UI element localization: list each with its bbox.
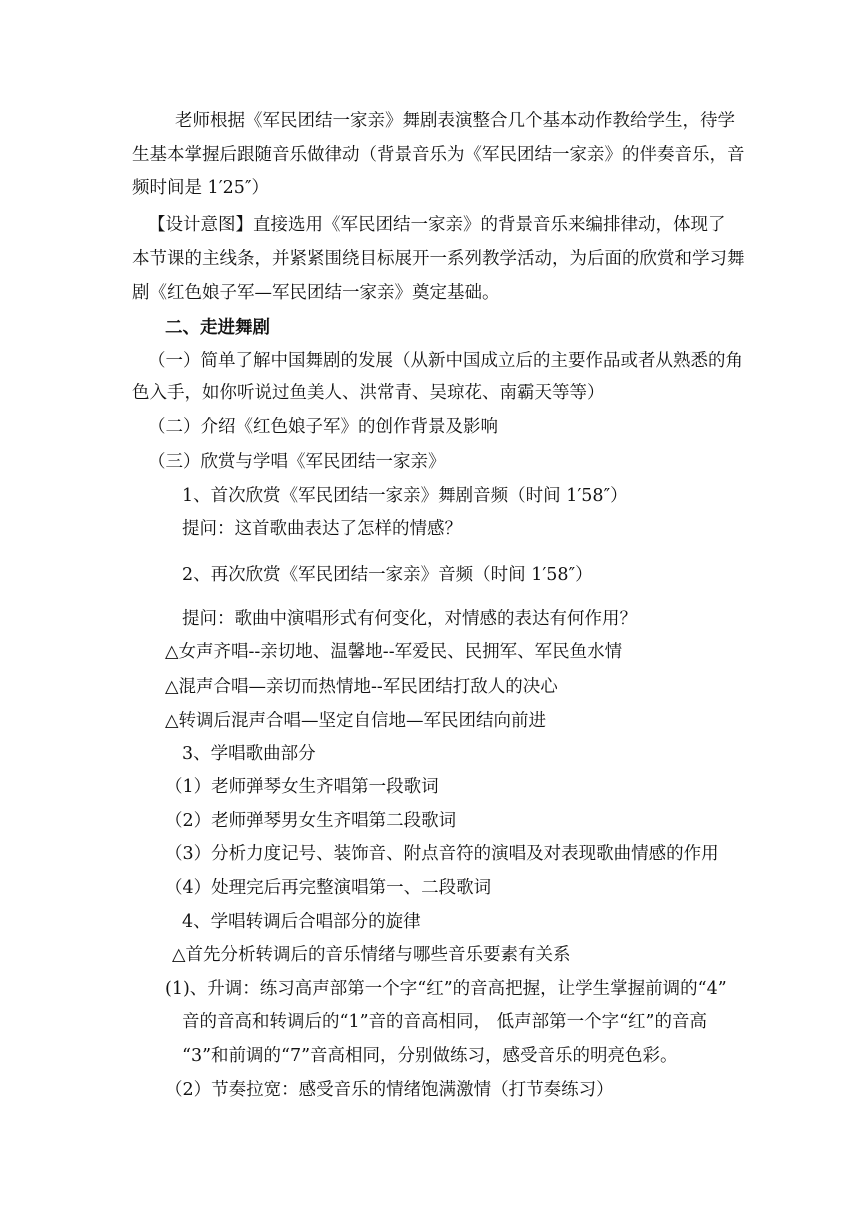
list-item: 3、学唱歌曲部分 [182, 744, 316, 764]
section-heading: 二、走进舞剧 [165, 318, 270, 338]
triangle-bullet-line: △女声齐唱--亲切地、温馨地--军爱民、民拥军、军民鱼水情 [165, 642, 623, 662]
list-item: (1)、升调：练习高声部第一个字“红”的音高把握，让学生掌握前调的“4” [165, 979, 727, 999]
paragraph-line: （一）简单了解中国舞剧的发展（从新中国成立后的主要作品或者从熟悉的角 [148, 351, 743, 371]
list-item: 2、再次欣赏《军民团结一家亲》音频（时间 1′58″） [182, 565, 593, 585]
list-item: 4、学唱转调后合唱部分的旋律 [182, 912, 421, 932]
paragraph-line: “3”和前调的“7”音高相同，分别做练习，感受音乐的明亮色彩。 [182, 1046, 678, 1066]
triangle-bullet-line: △首先分析转调后的音乐情绪与哪些音乐要素有关系 [172, 945, 571, 965]
paragraph-line: 老师根据《军民团结一家亲》舞剧表演整合几个基本动作教给学生，待学 [175, 111, 735, 131]
list-item: （2）节奏拉宽：感受音乐的情绪饱满激情（打节奏练习） [165, 1080, 614, 1100]
list-item: 1、首次欣赏《军民团结一家亲》舞剧音频（时间 1′58″） [182, 486, 628, 506]
question-line: 提问：歌曲中演唱形式有何变化，对情感的表达有何作用？ [182, 609, 637, 629]
design-intent-line: 【设计意图】直接选用《军民团结一家亲》的背景音乐来编排律动，体现了 [148, 215, 726, 235]
paragraph-line: 色入手，如你听说过鱼美人、洪常青、吴琼花、南霸天等等） [132, 383, 605, 403]
list-item: （4）处理完后再完整演唱第一、二段歌词 [165, 878, 492, 898]
paragraph-line: 剧《红色娘子军—军民团结一家亲》奠定基础。 [132, 283, 500, 303]
paragraph-line: （二）介绍《红色娘子军》的创作背景及影响 [148, 417, 498, 437]
triangle-bullet-line: △转调后混声合唱—坚定自信地—军民团结向前进 [165, 711, 546, 731]
paragraph-line: 频时间是 1′25″） [132, 178, 269, 198]
question-line: 提问：这首歌曲表达了怎样的情感？ [182, 519, 462, 539]
triangle-bullet-line: △混声合唱—亲切而热情地--军民团结打敌人的决心 [165, 677, 558, 697]
paragraph-line: （三）欣赏与学唱《军民团结一家亲》 [148, 452, 446, 472]
paragraph-line: 本节课的主线条，并紧紧围绕目标展开一系列教学活动，为后面的欣赏和学习舞 [132, 249, 745, 269]
paragraph-line: 音的音高和转调后的“1”音的音高相同， 低声部第一个字“红”的音高 [182, 1012, 707, 1032]
list-item: （1）老师弹琴女生齐唱第一段歌词 [165, 777, 439, 797]
list-item: （3）分析力度记号、装饰音、附点音符的演唱及对表现歌曲情感的作用 [165, 844, 719, 864]
paragraph-line: 生基本掌握后跟随音乐做律动（背景音乐为《军民团结一家亲》的伴奏音乐，音 [132, 145, 745, 165]
list-item: （2）老师弹琴男女生齐唱第二段歌词 [165, 811, 457, 831]
